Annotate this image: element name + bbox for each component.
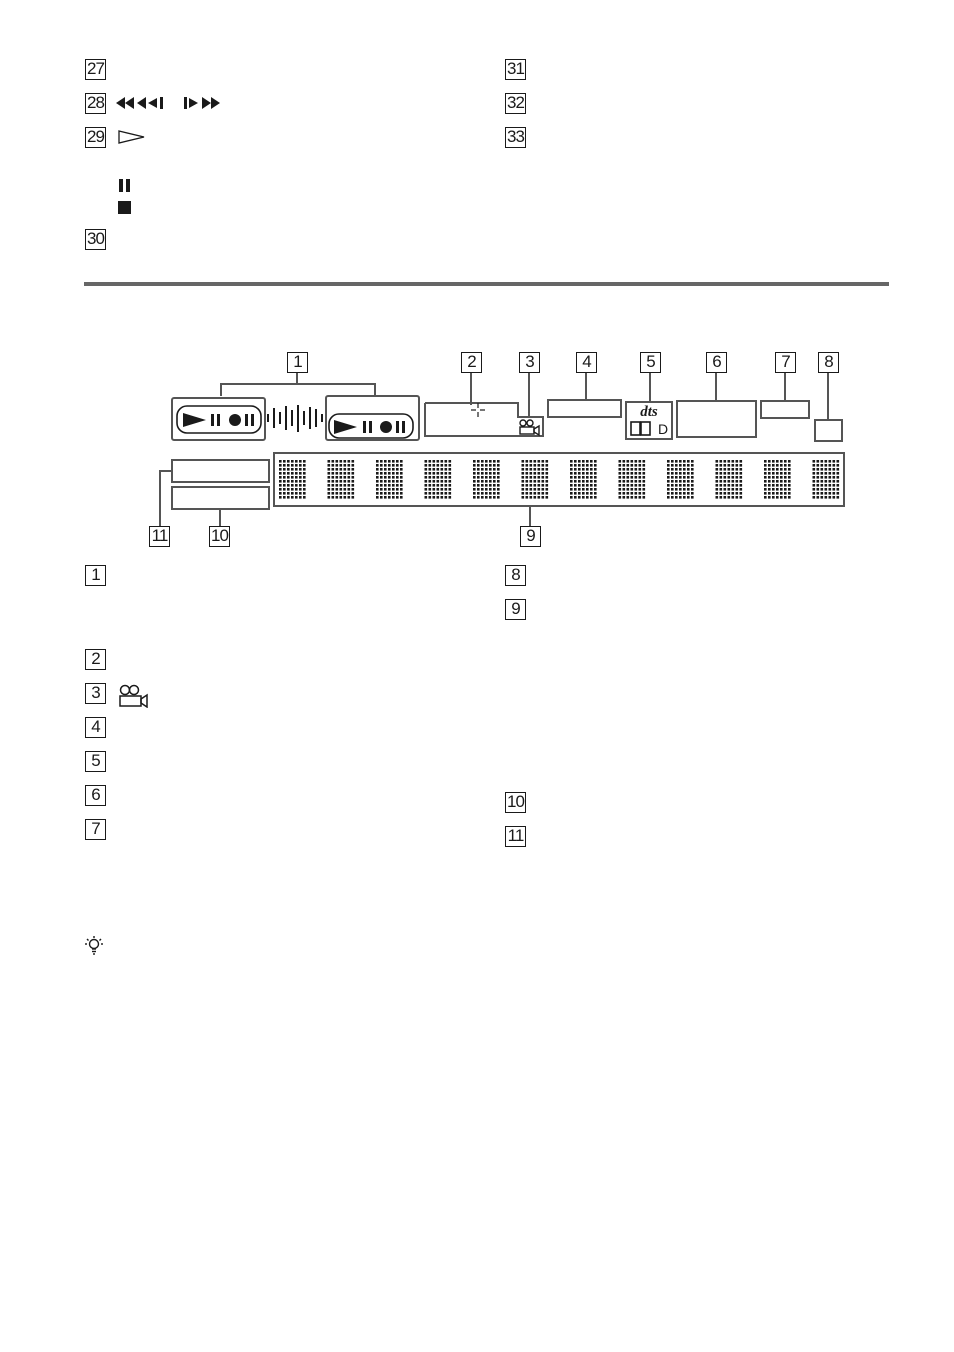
item-number-27: 27 [85, 59, 106, 80]
item-number-11: 11 [505, 826, 526, 847]
callout-3: 3 [519, 352, 540, 373]
lightbulb-icon [84, 935, 104, 957]
dot-matrix-character [667, 460, 694, 499]
box-4-frame [548, 400, 621, 417]
deck-b-record-icon [380, 421, 392, 433]
pause-icon [118, 179, 132, 192]
box-2-frame [425, 403, 543, 436]
item-number-7: 7 [85, 819, 106, 840]
level-meter [268, 405, 322, 432]
leader-1 [221, 384, 375, 396]
dot-matrix-character [813, 460, 840, 499]
item-number-33: 33 [505, 127, 526, 148]
stop-icon [118, 201, 132, 215]
play-icon [118, 129, 146, 145]
box-10-frame [172, 487, 269, 509]
item-number-10: 10 [505, 792, 526, 813]
dts-logo: dts [640, 404, 658, 420]
callout-1: 1 [287, 352, 308, 373]
deck-b-frame [326, 396, 419, 440]
item-number-6: 6 [85, 785, 106, 806]
deck-b-pause-icon [363, 421, 366, 433]
dot-matrix-character [522, 460, 549, 499]
box-7-frame [761, 401, 809, 418]
box-6-frame [677, 401, 756, 437]
item-number-4: 4 [85, 717, 106, 738]
item-number-29: 29 [85, 127, 106, 148]
dot-matrix-character [619, 460, 646, 499]
search-scan-icons [116, 95, 246, 111]
callout-5: 5 [640, 352, 661, 373]
callout-6: 6 [706, 352, 727, 373]
dolby-d-label: D [658, 421, 669, 437]
dot-matrix-character [376, 460, 403, 499]
item-number-1: 1 [85, 565, 106, 586]
box-8-frame [815, 420, 842, 441]
item-number-8: 8 [505, 565, 526, 586]
dot-matrix-character [425, 460, 452, 499]
dot-matrix-character [570, 460, 597, 499]
dot-matrix-character [473, 460, 500, 499]
item-number-3: 3 [85, 683, 106, 704]
item-number-32: 32 [505, 93, 526, 114]
item-number-30: 30 [85, 229, 106, 250]
item-number-2: 2 [85, 649, 106, 670]
camera-icon [117, 684, 149, 708]
item-number-9: 9 [505, 599, 526, 620]
callout-4: 4 [576, 352, 597, 373]
dot-matrix-character [716, 460, 743, 499]
item-number-5: 5 [85, 751, 106, 772]
callout-10: 10 [209, 526, 230, 547]
callout-2: 2 [461, 352, 482, 373]
front-panel-display-diagram [150, 350, 850, 550]
dot-matrix-characters [279, 460, 839, 499]
item-number-28: 28 [85, 93, 106, 114]
callout-11: 11 [149, 526, 170, 547]
camera-icon [520, 420, 539, 435]
leader-11 [160, 471, 172, 526]
deck-b-play-icon [334, 420, 357, 434]
box-11-frame [172, 460, 269, 482]
section-divider [84, 282, 889, 286]
item-number-31: 31 [505, 59, 526, 80]
crosshair-icon [471, 403, 485, 417]
callout-9: 9 [520, 526, 541, 547]
dot-matrix-character [279, 460, 306, 499]
dolby-logo [631, 422, 650, 435]
dot-matrix-character [764, 460, 791, 499]
dot-matrix-frame [274, 453, 844, 506]
deck-a-play-icon [183, 413, 206, 427]
callout-7: 7 [775, 352, 796, 373]
deck-a-pause-icon [211, 414, 214, 426]
deck-a-record-icon [229, 414, 241, 426]
callout-8: 8 [818, 352, 839, 373]
dot-matrix-character [328, 460, 355, 499]
